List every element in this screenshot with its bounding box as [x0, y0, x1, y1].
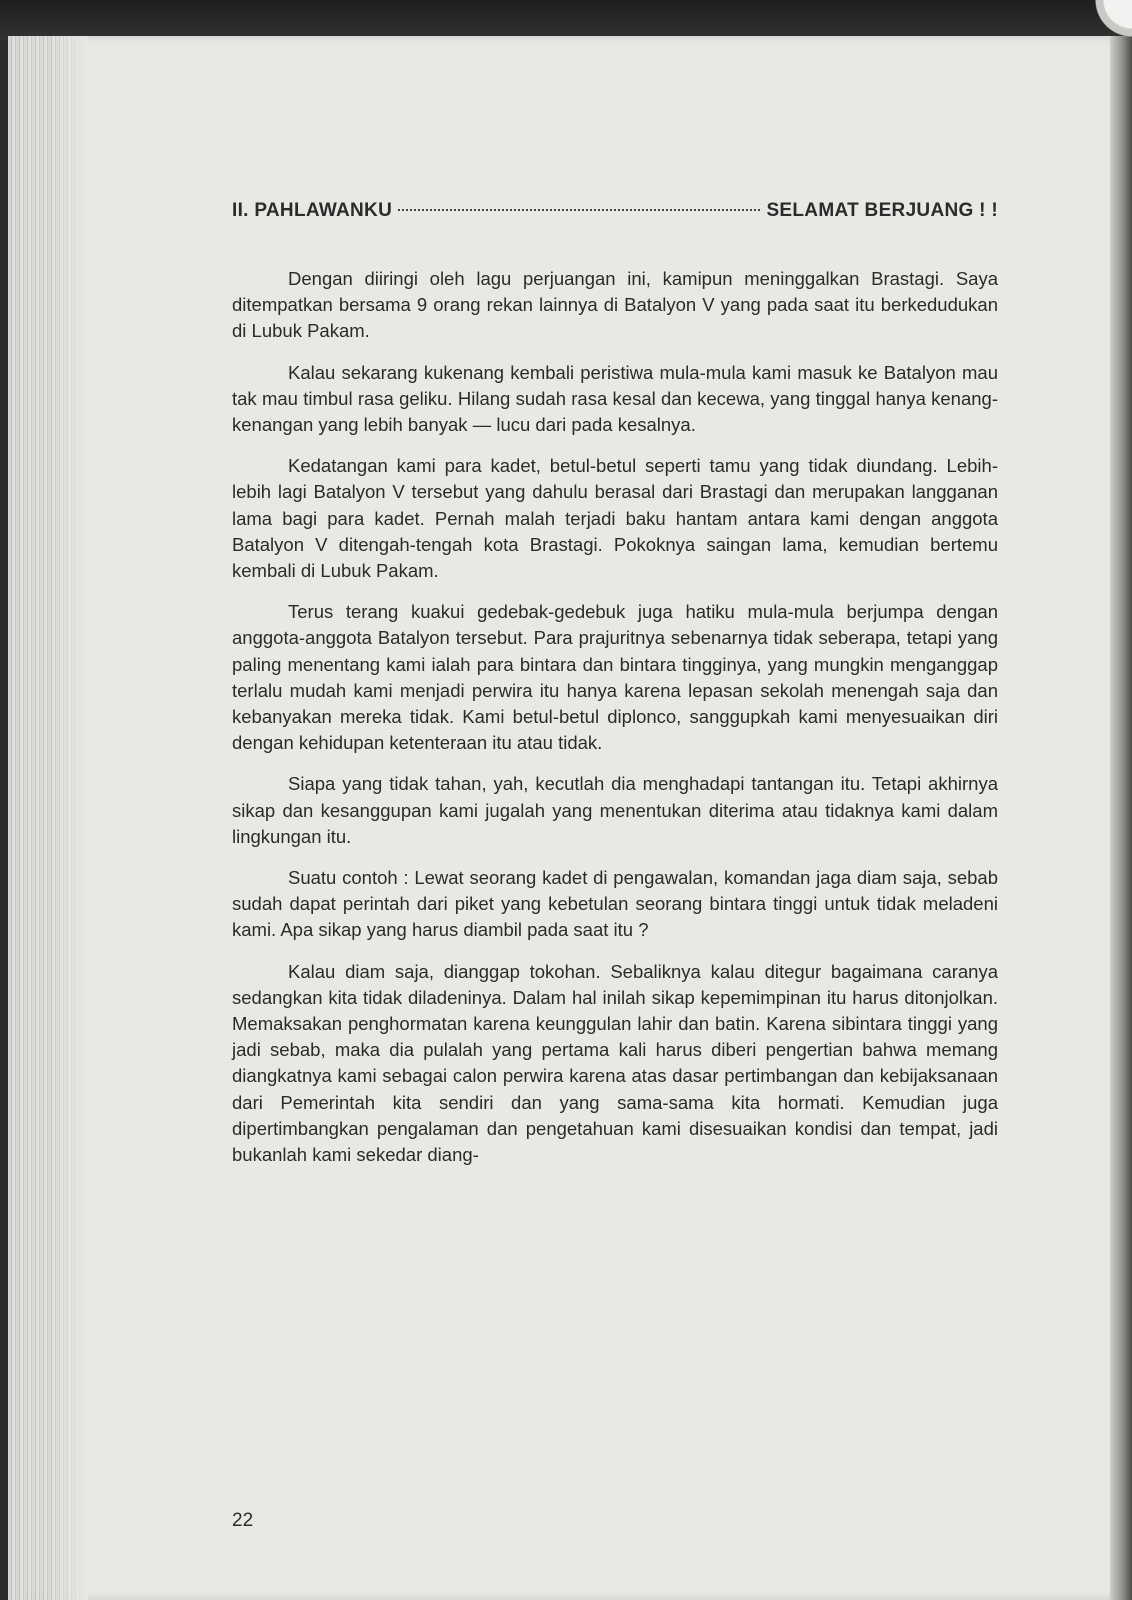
page-number: 22 [232, 1510, 254, 1531]
page-content [232, 200, 998, 1183]
paragraph: Siapa yang tidak tahan, yah, kecutlah dia menghadapi tantangan itu. Tetapi akhirnya sikap dan kesanggupan kami jugalah yang menentukan diterima atau tidaknya kami dalam lingkungan itu. [232, 773, 998, 847]
page-stack-edges [8, 36, 88, 1600]
paragraph: Dengan diiringi oleh lagu perjuangan ini, kamipun meninggalkan Brastagi. Saya ditempatkan bersama 9 orang rekan lainnya di Batalyon V yang pada saat itu berkedudukan di Lubuk Pakam. [232, 268, 998, 342]
paragraph: Kalau diam saja, dianggap tokohan. Sebaliknya kalau ditegur bagaimana caranya sedangkan kita tidak diladeninya. Dalam hal inilah sikap kepemimpinan itu harus ditonjolkan. Memaksakan penghormatan karena keunggulan lahir dan batin. Karena sibintara tinggi yang jadi sebab, maka dia pulalah yang pertama kali harus diberi pengertian bahwa memang diangkatnya kami sebagai calon perwira karena atas dasar pertimbangan dan kebijaksanaan dari Pemerintah kita sendiri dan yang sama-sama kita hormati. Kemudian juga dipertimbangkan pengalaman dan pengetahuan kami disesuaikan kondisi dan tempat, jadi bukanlah kami sekedar diang- [232, 960, 998, 1166]
chapter-title: PAHLAWANKU [254, 200, 393, 221]
paragraph: Kedatangan kami para kadet, betul-betul seperti tamu yang tidak diundang. Lebih-lebih lagi Batalyon V tersebut yang dahulu berasal dari Brastagi dan merupakan langganan lama bagi para kadet. Pernah malah terjadi baku hantam antara kami dengan anggota Batalyon V ditengah-tengah kota Brastagi. Pokoknya saingan lama, kemudian bertemu kembali di Lubuk Pakam. [232, 455, 998, 582]
paragraph: Suatu contoh : Lewat seorang kadet di pengawalan, komandan jaga diam saja, sebab sudah dapat perintah dari piket yang kebetulan seorang bintara tinggi untuk tidak meladeni kami. Apa sikap yang harus diambil pada saat itu ? [232, 867, 998, 941]
book-spine-edge [1110, 36, 1132, 1600]
page-corner [1092, 0, 1132, 60]
chapter-right-title: SELAMAT BERJUANG ! ! [766, 200, 998, 221]
paragraph: Terus terang kuakui gedebak-gedebuk juga hatiku mula-mula berjumpa dengan anggota-anggota Batalyon tersebut. Para prajuritnya sebenarnya tidak seberapa, tetapi yang paling menentang kami ialah para bintara dan bintara tingginya, yang mungkin menganggap terlalu mudah kami menjadi perwira itu hanya karena lepasan sekolah menengah saja dan kebanyakan mereka tidak. Kami betul-betul diplonco, sanggupkah kami menyesuaikan diri dengan kehidupan ketenteraan itu atau tidak. [232, 601, 998, 754]
paragraph: Kalau sekarang kukenang kembali peristiwa mula-mula kami masuk ke Batalyon mau tak mau timbul rasa geliku. Hilang sudah rasa kesal dan kecewa, yang tinggal hanya kenang-kenangan yang lebih banyak — lucu dari pada kesalnya. [232, 361, 998, 436]
background-top [0, 0, 1132, 40]
chapter-number-title [232, 200, 392, 222]
heading-dot-leader [398, 209, 760, 211]
chapter-heading [232, 200, 998, 236]
chapter-number: II. [232, 200, 249, 221]
